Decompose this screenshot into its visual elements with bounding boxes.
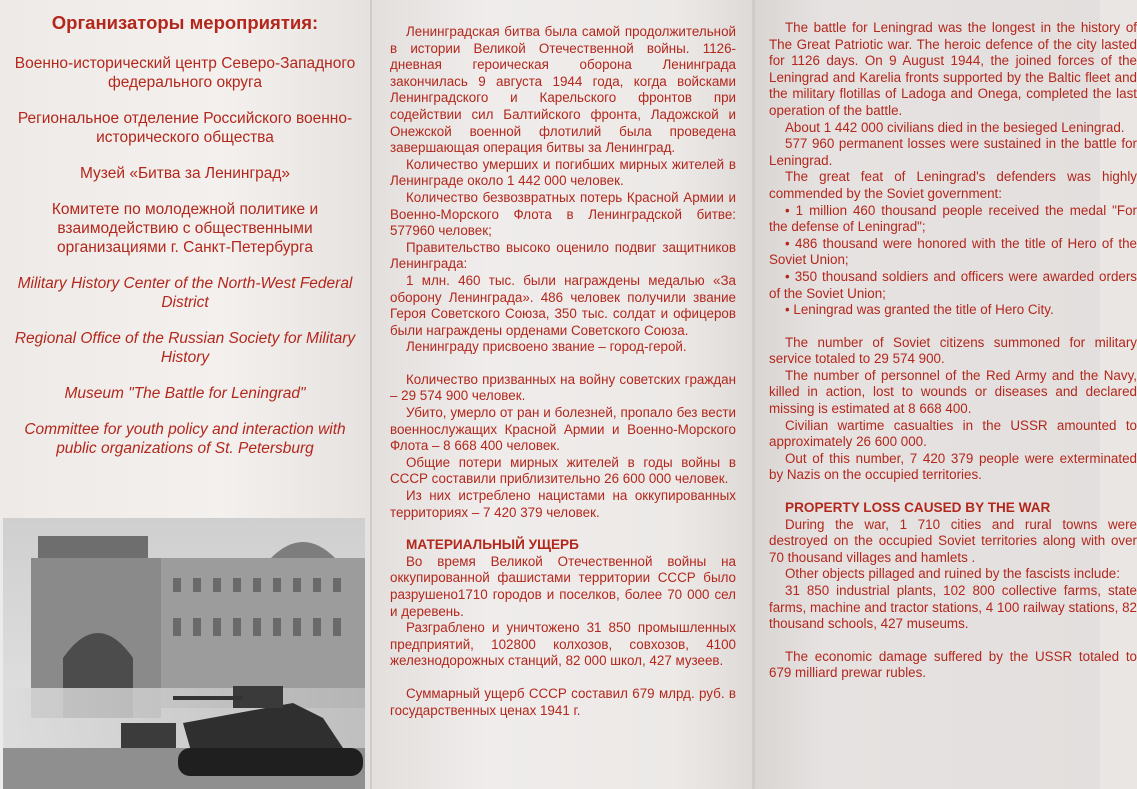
paragraph: Ленинградская битва была самой продолжительной в истории Великой Отечественной войны. 1126-дневная героическая оборона Ленинграда закончилась 9 августа 1944 года, когда войсками Ленинградского и Карельского фронтов при содействии сил Балтийского фронта, Ладожской и Онежской военной флотилий была проведена завершающая операция битвы за Ленинград.: [390, 24, 736, 156]
paragraph: The number of Soviet citizens summoned for military service totaled to 29 574 900.: [769, 334, 1137, 367]
organizer-item: Committee for youth policy and interaction with public organizations of St. Petersburg: [24, 421, 346, 457]
english-text: [769, 20, 1137, 682]
organizer-item: Military History Center of the North-West Federal District: [17, 275, 353, 311]
bullet-item: • Leningrad was granted the title of Hero City.: [785, 302, 1054, 318]
paragraph: Убито, умерло от ран и болезней, пропало без вести военнослужащих Красной Армии и Военно-Морского Флота – 8 668 400 человек.: [390, 405, 736, 454]
paragraph: About 1 442 000 civilians died in the besieged Leningrad.: [785, 119, 1125, 135]
bullet-item: • 486 thousand were honored with the title of Hero of the Soviet Union;: [769, 235, 1137, 268]
paragraph: The economic damage suffered by the USSR totaled to 679 milliard prewar rubles.: [769, 648, 1137, 681]
section-heading: МАТЕРИАЛЬНЫЙ УЩЕРБ: [406, 537, 579, 553]
paragraph: Из них истреблено нацистами на оккупированных территориях – 7 420 379 человек.: [390, 488, 736, 520]
paragraph: Количество безвозвратных потерь Красной Армии и Военно-Морского Флота в Ленинградской битве: 577960 человек;: [390, 189, 736, 239]
organizer-item: Комитете по молодежной политике и взаимодействию с общественными организациями г. Санкт-Петербурга: [51, 201, 319, 256]
paragraph: Ленинграду присвоено звание – город-герой.: [406, 339, 687, 355]
paragraph: During the war, 1 710 cities and rural towns were destroyed on the occupied Soviet territories along with over 70 thousand villages and hamlets .: [769, 516, 1137, 565]
english-text-panel: [755, 0, 1137, 789]
organizer-item: Музей «Битва за Ленинград»: [79, 165, 291, 182]
organizers-title: Организаторы мероприятия:: [51, 12, 319, 33]
paragraph: The great feat of Leningrad's defenders was highly commended by the Soviet government:: [769, 169, 1137, 201]
paragraph: Разграблено и уничтожено 31 850 промышленных предприятий, 102800 колхозов, совхозов, 4100 железнодорожных станций, 82 000 школ, 427 музеев.: [390, 620, 736, 669]
paragraph: 1 млн. 460 тыс. были награждены медалью «За оборону Ленинграда». 486 человек получили звание Героя Советского Союза, 350 тыс. солдат и офицеров были награждены орденами Советского Союза.: [390, 272, 736, 338]
organizers-panel: [0, 0, 370, 789]
organizer-item: Regional Office of the Russian Society for Military History: [14, 330, 356, 366]
organizers-list: [10, 54, 360, 475]
paragraph: 31 850 industrial plants, 102 800 collective farms, state farms, machine and tractor stations, 4 100 railway stations, 82 thousand schools, 427 museums.: [769, 583, 1137, 632]
palace-square-tank-photo: [3, 518, 365, 789]
section-heading: PROPERTY LOSS CAUSED BY THE WAR: [785, 500, 1051, 516]
paragraph: The battle for Leningrad was the longest in the history of The Great Patriotic war. The heroic defence of the city lasted for 1126 days. On 9 August 1944, the joined forces of the Leningrad and Karelia fronts supported by the Baltic fleet and the military flotillas of Ladoga and Onega, completed the last operation of the battle.: [769, 20, 1137, 118]
paragraph: Во время Великой Отечественной войны на оккупированной фашистами территории СССР было разрушено1710 городов и поселков, более 70 000 сел и деревень.: [390, 553, 736, 619]
bullet-item: • 350 thousand soldiers and officers were awarded orders of the Soviet Union;: [769, 268, 1137, 301]
bullet-item: • 1 million 460 thousand people received the medal "For the defense of Leningrad";: [769, 202, 1137, 235]
paragraph: Общие потери мирных жителей в годы войны в СССР составили приблизительно 26 600 000 человек.: [390, 454, 736, 487]
organizer-item: Военно-исторический центр Северо-Западного федерального округа: [14, 55, 356, 91]
organizer-item: Museum "The Battle for Leningrad": [64, 385, 306, 402]
russian-text-panel: [372, 0, 752, 789]
paragraph: The number of personnel of the Red Army and the Navy, killed in action, lost to wounds or diseases and declared missing is estimated at 8 668 400.: [769, 367, 1137, 417]
russian-text: [390, 24, 736, 719]
paragraph: Other objects pillaged and ruined by the fascists include:: [785, 566, 1120, 582]
paragraph: Количество призванных на войну советских граждан – 29 574 900 человек.: [390, 371, 736, 404]
paragraph: Суммарный ущерб СССР составил 679 млрд. руб. в государственных ценах 1941 г.: [390, 685, 736, 718]
paragraph: Количество умерших и погибших мирных жителей в Ленинграде около 1 442 000 человек.: [390, 156, 736, 189]
paragraph: Out of this number, 7 420 379 people were exterminated by Nazis on the occupied territories.: [769, 450, 1137, 483]
paragraph: Правительство высоко оценило подвиг защитников Ленинграда:: [390, 239, 736, 272]
organizer-item: Региональное отделение Российского военно-исторического общества: [17, 110, 353, 146]
paragraph: Civilian wartime casualties in the USSR amounted to approximately 26 600 000.: [769, 417, 1137, 450]
paragraph: 577 960 permanent losses were sustained in the battle for Leningrad.: [769, 136, 1137, 168]
